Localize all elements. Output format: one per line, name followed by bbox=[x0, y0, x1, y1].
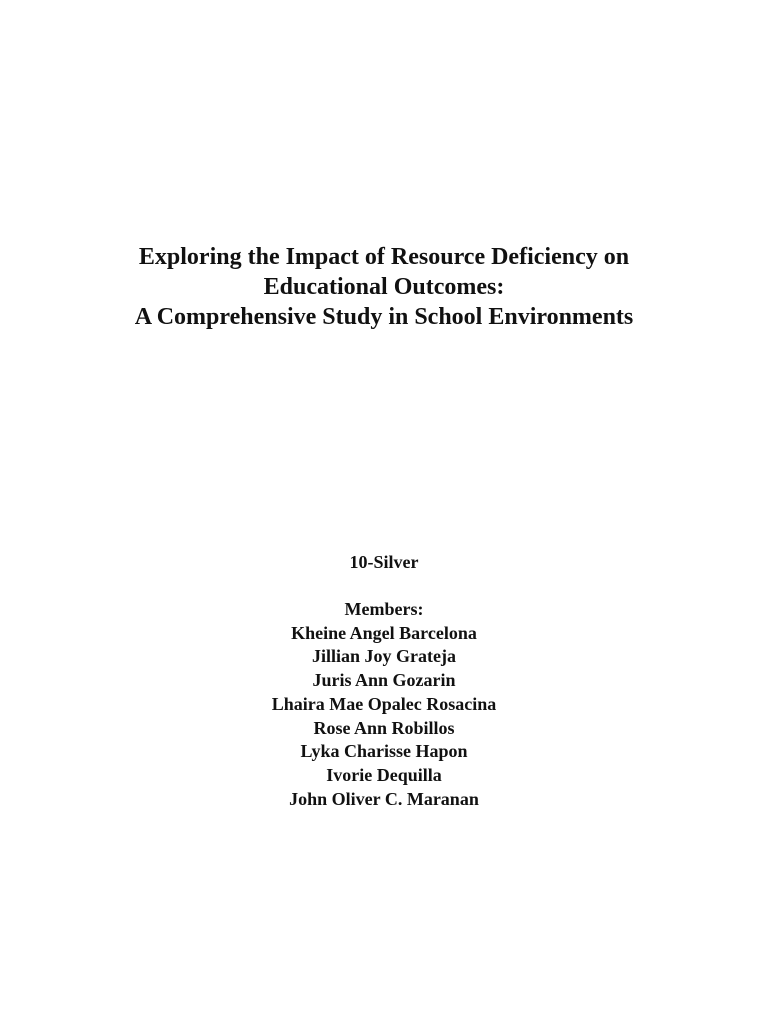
member-name: Lhaira Mae Opalec Rosacina bbox=[271, 693, 497, 714]
section-name: 10-Silver bbox=[349, 552, 419, 572]
member-name: Lyka Charisse Hapon bbox=[300, 741, 468, 762]
member-name: Jillian Joy Grateja bbox=[312, 646, 456, 667]
members-heading: Members: bbox=[344, 599, 424, 619]
class-section bbox=[0, 551, 768, 575]
title-line-3: A Comprehensive Study in School Environments bbox=[134, 304, 634, 330]
member-name: Kheine Angel Barcelona bbox=[291, 622, 477, 643]
member-name: Juris Ann Gozarin bbox=[312, 670, 456, 691]
member-name: John Oliver C. Maranan bbox=[289, 788, 479, 809]
title-line-1: Exploring the Impact of Resource Deficiency on bbox=[138, 244, 630, 270]
members-list bbox=[0, 598, 768, 811]
title-line-2: Educational Outcomes: bbox=[263, 274, 505, 300]
member-name: Ivorie Dequilla bbox=[326, 764, 442, 785]
document-title bbox=[0, 242, 768, 332]
member-name: Rose Ann Robillos bbox=[313, 717, 455, 738]
